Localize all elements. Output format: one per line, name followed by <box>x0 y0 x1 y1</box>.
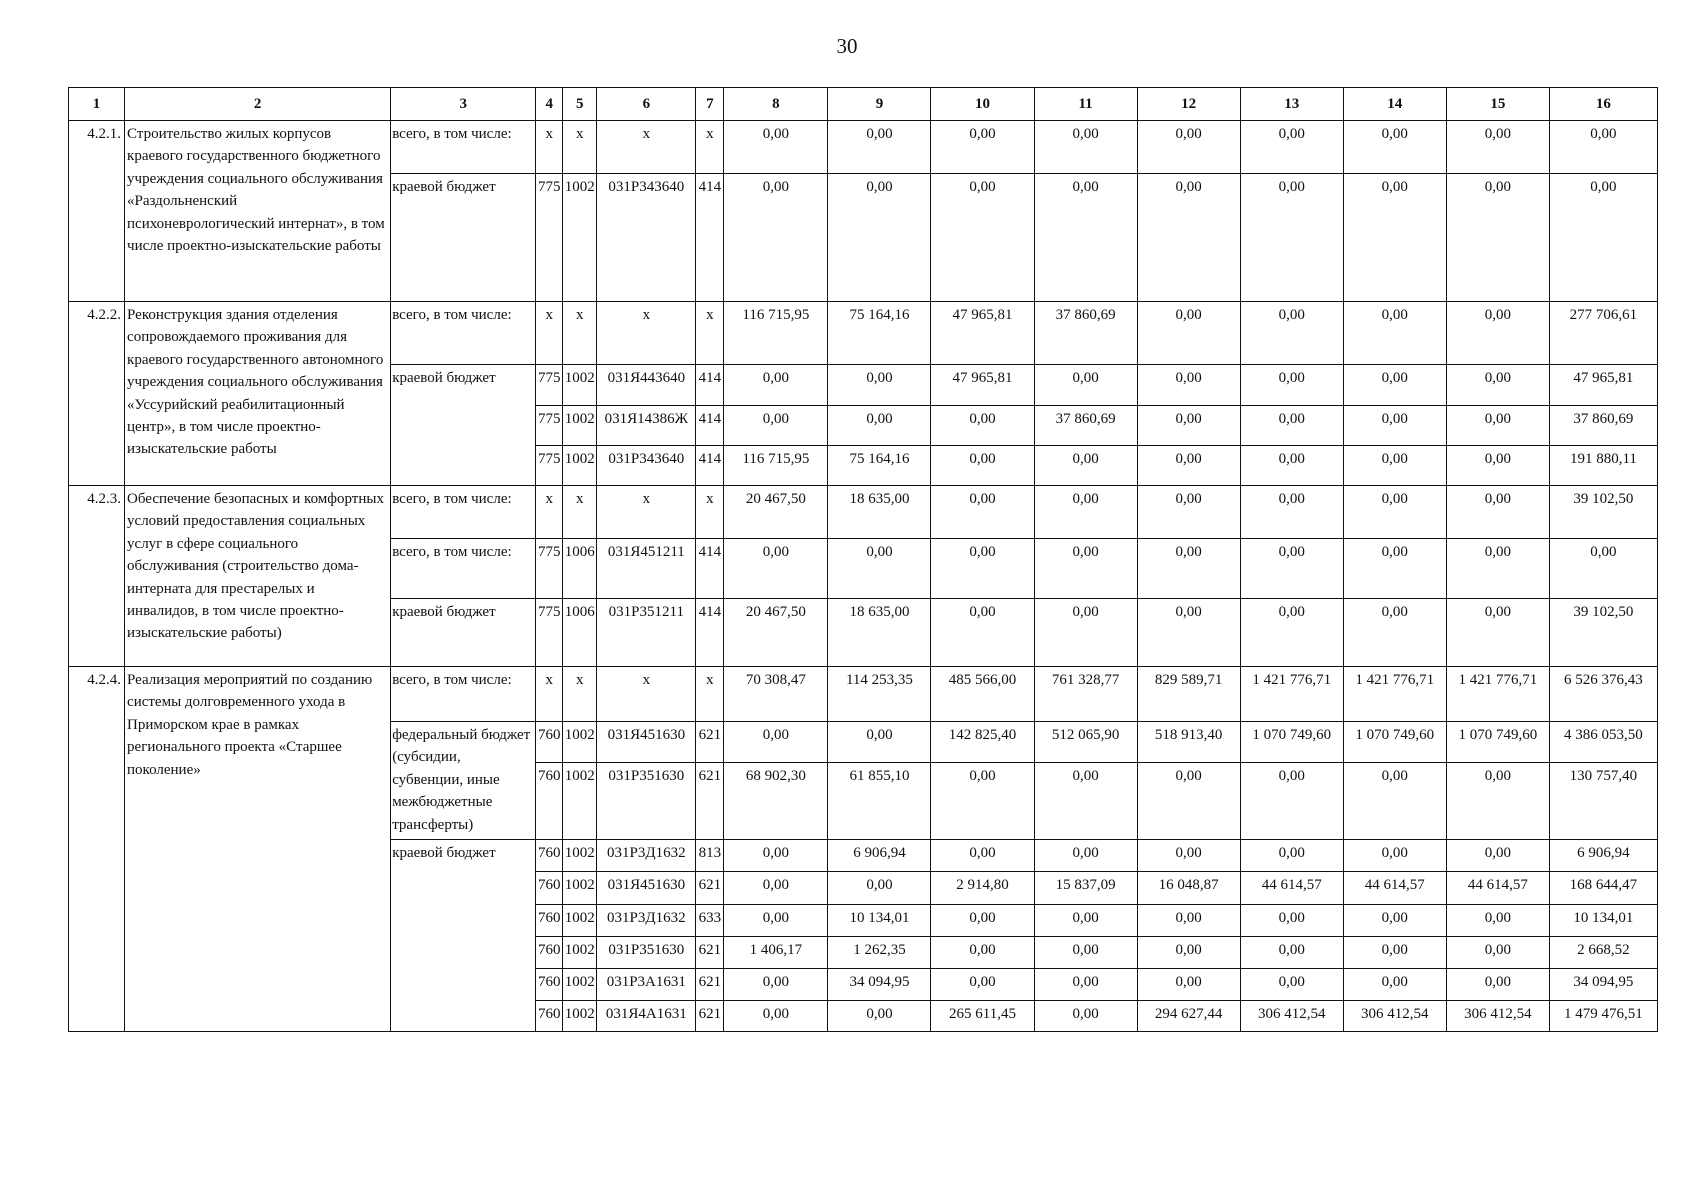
value-cell: 761 328,77 <box>1034 667 1137 722</box>
value-cell: 0,00 <box>1343 302 1446 365</box>
budget-code-c6: 031Р351211 <box>597 599 696 667</box>
value-cell: 0,00 <box>1034 1001 1137 1032</box>
total-value-cell: 37 860,69 <box>1549 406 1657 446</box>
funding-source: краевой бюджет <box>391 174 536 302</box>
value-cell: 0,00 <box>828 121 931 174</box>
budget-code-c7: х <box>696 667 724 722</box>
budget-code-c4: 760 <box>536 1001 563 1032</box>
value-cell: 0,00 <box>1343 121 1446 174</box>
value-cell: 2 914,80 <box>931 872 1034 905</box>
total-value-cell: 4 386 053,50 <box>1549 722 1657 763</box>
value-cell: 0,00 <box>1137 446 1240 486</box>
value-cell: 0,00 <box>1034 937 1137 969</box>
value-cell: 0,00 <box>1343 840 1446 872</box>
budget-code-c5: 1002 <box>563 969 597 1001</box>
budget-code-c6: х <box>597 486 696 539</box>
total-value-cell: 10 134,01 <box>1549 905 1657 937</box>
budget-code-c4: 775 <box>536 365 563 406</box>
budget-code-c5: 1002 <box>563 840 597 872</box>
budget-code-c4: 760 <box>536 937 563 969</box>
value-cell: 1 070 749,60 <box>1240 722 1343 763</box>
value-cell: 0,00 <box>1034 174 1137 302</box>
page-number: 30 <box>836 34 858 58</box>
value-cell: 265 611,45 <box>931 1001 1034 1032</box>
value-cell: 75 164,16 <box>828 446 931 486</box>
value-cell: 0,00 <box>1137 599 1240 667</box>
budget-code-c4: х <box>536 667 563 722</box>
value-cell: 0,00 <box>828 872 931 905</box>
budget-code-c6: х <box>597 667 696 722</box>
value-cell: 0,00 <box>828 539 931 599</box>
value-cell: 0,00 <box>828 722 931 763</box>
value-cell: 20 467,50 <box>724 599 828 667</box>
value-cell: 0,00 <box>1446 905 1549 937</box>
value-cell: 0,00 <box>1446 302 1549 365</box>
column-header-7: 7 <box>696 88 724 121</box>
total-value-cell: 34 094,95 <box>1549 969 1657 1001</box>
value-cell: 68 902,30 <box>724 763 828 840</box>
value-cell: 75 164,16 <box>828 302 931 365</box>
budget-code-c4: 775 <box>536 406 563 446</box>
budget-code-c7: 621 <box>696 1001 724 1032</box>
budget-code-c5: 1002 <box>563 937 597 969</box>
funding-source: федеральный бюджет (субсидии, субвенции, иные межбюджетные трансферты) <box>391 722 536 840</box>
column-header-16: 16 <box>1549 88 1657 121</box>
column-header-2: 2 <box>125 88 391 121</box>
value-cell: 306 412,54 <box>1446 1001 1549 1032</box>
value-cell: 16 048,87 <box>1137 872 1240 905</box>
budget-code-c4: 760 <box>536 840 563 872</box>
budget-code-c4: 760 <box>536 969 563 1001</box>
value-cell: 0,00 <box>1034 539 1137 599</box>
value-cell: 0,00 <box>1137 539 1240 599</box>
value-cell: 0,00 <box>1137 905 1240 937</box>
budget-code-c6: х <box>597 121 696 174</box>
total-value-cell: 130 757,40 <box>1549 763 1657 840</box>
value-cell: 0,00 <box>1343 365 1446 406</box>
value-cell: 116 715,95 <box>724 446 828 486</box>
value-cell: 0,00 <box>1343 406 1446 446</box>
total-value-cell: 0,00 <box>1549 174 1657 302</box>
value-cell: 0,00 <box>1240 486 1343 539</box>
value-cell: 0,00 <box>1446 539 1549 599</box>
value-cell: 0,00 <box>931 763 1034 840</box>
column-header-10: 10 <box>931 88 1034 121</box>
budget-code-c4: х <box>536 302 563 365</box>
budget-code-c7: 633 <box>696 905 724 937</box>
value-cell: 37 860,69 <box>1034 406 1137 446</box>
value-cell: 0,00 <box>931 446 1034 486</box>
budget-code-c6: 031Р351630 <box>597 763 696 840</box>
budget-code-c6: 031Я451630 <box>597 872 696 905</box>
total-value-cell: 1 479 476,51 <box>1549 1001 1657 1032</box>
value-cell: 0,00 <box>724 840 828 872</box>
funding-source: краевой бюджет <box>391 840 536 1032</box>
value-cell: 1 070 749,60 <box>1343 722 1446 763</box>
value-cell: 0,00 <box>1137 840 1240 872</box>
value-cell: 0,00 <box>1343 539 1446 599</box>
value-cell: 0,00 <box>931 406 1034 446</box>
budget-code-c7: 414 <box>696 599 724 667</box>
column-header-8: 8 <box>724 88 828 121</box>
value-cell: 0,00 <box>1343 599 1446 667</box>
value-cell: 0,00 <box>1446 486 1549 539</box>
value-cell: 6 906,94 <box>828 840 931 872</box>
value-cell: 0,00 <box>1446 599 1549 667</box>
budget-code-c7: 414 <box>696 446 724 486</box>
column-header-15: 15 <box>1446 88 1549 121</box>
value-cell: 0,00 <box>1034 763 1137 840</box>
value-cell: 0,00 <box>1240 905 1343 937</box>
value-cell: 0,00 <box>1446 763 1549 840</box>
value-cell: 0,00 <box>931 599 1034 667</box>
budget-code-c7: х <box>696 121 724 174</box>
budget-code-c5: х <box>563 667 597 722</box>
value-cell: 0,00 <box>1343 174 1446 302</box>
value-cell: 116 715,95 <box>724 302 828 365</box>
value-cell: 10 134,01 <box>828 905 931 937</box>
budget-code-c7: 414 <box>696 539 724 599</box>
value-cell: 34 094,95 <box>828 969 931 1001</box>
total-value-cell: 39 102,50 <box>1549 599 1657 667</box>
item-number: 4.2.1. <box>69 121 125 302</box>
value-cell: 20 467,50 <box>724 486 828 539</box>
value-cell: 0,00 <box>1240 174 1343 302</box>
value-cell: 0,00 <box>724 174 828 302</box>
value-cell: 0,00 <box>1343 937 1446 969</box>
budget-code-c5: х <box>563 486 597 539</box>
value-cell: 0,00 <box>1446 446 1549 486</box>
item-name: Обеспечение безопасных и комфортных условий предоставления социальных услуг в сфере социального обслуживания (строительство дома-интерната для престарелых и инвалидов, в том числе проектно-изыскательские работы) <box>125 486 391 667</box>
value-cell: 0,00 <box>724 872 828 905</box>
value-cell: 0,00 <box>931 969 1034 1001</box>
budget-code-c7: х <box>696 302 724 365</box>
total-value-cell: 2 668,52 <box>1549 937 1657 969</box>
value-cell: 44 614,57 <box>1343 872 1446 905</box>
budget-code-c4: 760 <box>536 872 563 905</box>
value-cell: 0,00 <box>724 365 828 406</box>
value-cell: 44 614,57 <box>1240 872 1343 905</box>
value-cell: 37 860,69 <box>1034 302 1137 365</box>
value-cell: 0,00 <box>1034 121 1137 174</box>
budget-code-c7: 813 <box>696 840 724 872</box>
value-cell: 0,00 <box>1446 121 1549 174</box>
budget-code-c4: 775 <box>536 599 563 667</box>
budget-code-c6: 031Р3А1631 <box>597 969 696 1001</box>
value-cell: 0,00 <box>1343 763 1446 840</box>
budget-code-c5: 1002 <box>563 1001 597 1032</box>
value-cell: 0,00 <box>1446 365 1549 406</box>
budget-code-c6: 031Р351630 <box>597 937 696 969</box>
column-header-12: 12 <box>1137 88 1240 121</box>
value-cell: 306 412,54 <box>1240 1001 1343 1032</box>
value-cell: 0,00 <box>1240 302 1343 365</box>
budget-code-c5: 1002 <box>563 406 597 446</box>
budget-code-c6: 031Р3Д1632 <box>597 840 696 872</box>
value-cell: 0,00 <box>1137 969 1240 1001</box>
funding-source: всего, в том числе: <box>391 667 536 722</box>
budget-code-c5: 1002 <box>563 905 597 937</box>
value-cell: 0,00 <box>1034 599 1137 667</box>
table-row <box>69 302 1658 365</box>
item-number: 4.2.3. <box>69 486 125 667</box>
value-cell: 0,00 <box>724 722 828 763</box>
value-cell: 0,00 <box>1240 599 1343 667</box>
total-value-cell: 0,00 <box>1549 539 1657 599</box>
total-value-cell: 0,00 <box>1549 121 1657 174</box>
value-cell: 0,00 <box>1240 539 1343 599</box>
budget-code-c4: 760 <box>536 905 563 937</box>
budget-code-c7: 621 <box>696 763 724 840</box>
item-name: Реконструкция здания отделения сопровождаемого проживания для краевого государственного автономного учреждения социального обслуживания «Уссурийский реабилитационный центр», в том числе проектно-изыскательские работы <box>125 302 391 486</box>
value-cell: 0,00 <box>1446 840 1549 872</box>
budget-code-c5: 1002 <box>563 446 597 486</box>
budget-code-c5: 1002 <box>563 763 597 840</box>
value-cell: 0,00 <box>931 121 1034 174</box>
value-cell: 0,00 <box>1137 406 1240 446</box>
value-cell: 47 965,81 <box>931 302 1034 365</box>
funding-source: краевой бюджет <box>391 365 536 486</box>
value-cell: 0,00 <box>1137 174 1240 302</box>
budget-code-c6: 031Я4А1631 <box>597 1001 696 1032</box>
value-cell: 0,00 <box>931 486 1034 539</box>
value-cell: 70 308,47 <box>724 667 828 722</box>
budget-code-c6: 031Я14386Ж <box>597 406 696 446</box>
budget-code-c7: 621 <box>696 969 724 1001</box>
budget-code-c4: 775 <box>536 174 563 302</box>
value-cell: 18 635,00 <box>828 599 931 667</box>
column-header-5: 5 <box>563 88 597 121</box>
funding-source: всего, в том числе: <box>391 302 536 365</box>
value-cell: 0,00 <box>1034 905 1137 937</box>
table-row <box>69 121 1658 174</box>
value-cell: 0,00 <box>1343 905 1446 937</box>
funding-source: всего, в том числе: <box>391 539 536 599</box>
budget-code-c7: 621 <box>696 872 724 905</box>
value-cell: 1 421 776,71 <box>1343 667 1446 722</box>
value-cell: 306 412,54 <box>1343 1001 1446 1032</box>
budget-code-c5: 1002 <box>563 174 597 302</box>
budget-code-c4: 760 <box>536 722 563 763</box>
value-cell: 114 253,35 <box>828 667 931 722</box>
value-cell: 512 065,90 <box>1034 722 1137 763</box>
value-cell: 518 913,40 <box>1137 722 1240 763</box>
funding-source: всего, в том числе: <box>391 121 536 174</box>
budget-code-c4: х <box>536 121 563 174</box>
budget-code-c4: 775 <box>536 539 563 599</box>
value-cell: 0,00 <box>931 840 1034 872</box>
column-header-14: 14 <box>1343 88 1446 121</box>
value-cell: 0,00 <box>1240 763 1343 840</box>
item-number: 4.2.2. <box>69 302 125 486</box>
budget-code-c7: 621 <box>696 937 724 969</box>
value-cell: 0,00 <box>828 174 931 302</box>
value-cell: 1 406,17 <box>724 937 828 969</box>
value-cell: 142 825,40 <box>931 722 1034 763</box>
budget-code-c5: 1002 <box>563 365 597 406</box>
value-cell: 1 262,35 <box>828 937 931 969</box>
header-row <box>69 88 1658 121</box>
budget-code-c6: 031Я451211 <box>597 539 696 599</box>
budget-code-c5: 1002 <box>563 872 597 905</box>
value-cell: 0,00 <box>1446 937 1549 969</box>
table-row <box>69 667 1658 722</box>
value-cell: 0,00 <box>1446 174 1549 302</box>
value-cell: 0,00 <box>1034 969 1137 1001</box>
budget-table <box>68 87 1658 1032</box>
value-cell: 0,00 <box>724 969 828 1001</box>
total-value-cell: 6 906,94 <box>1549 840 1657 872</box>
value-cell: 47 965,81 <box>931 365 1034 406</box>
value-cell: 0,00 <box>1240 937 1343 969</box>
value-cell: 0,00 <box>1343 446 1446 486</box>
value-cell: 0,00 <box>1240 446 1343 486</box>
budget-code-c6: 031Я443640 <box>597 365 696 406</box>
value-cell: 0,00 <box>1240 840 1343 872</box>
total-value-cell: 191 880,11 <box>1549 446 1657 486</box>
budget-code-c5: 1006 <box>563 599 597 667</box>
value-cell: 0,00 <box>724 905 828 937</box>
total-value-cell: 47 965,81 <box>1549 365 1657 406</box>
column-header-6: 6 <box>597 88 696 121</box>
budget-code-c7: 414 <box>696 174 724 302</box>
value-cell: 0,00 <box>931 539 1034 599</box>
value-cell: 61 855,10 <box>828 763 931 840</box>
total-value-cell: 168 644,47 <box>1549 872 1657 905</box>
value-cell: 0,00 <box>1034 446 1137 486</box>
value-cell: 0,00 <box>1240 365 1343 406</box>
budget-code-c4: 760 <box>536 763 563 840</box>
value-cell: 1 070 749,60 <box>1446 722 1549 763</box>
value-cell: 0,00 <box>724 539 828 599</box>
value-cell: 485 566,00 <box>931 667 1034 722</box>
budget-code-c6: х <box>597 302 696 365</box>
total-value-cell: 6 526 376,43 <box>1549 667 1657 722</box>
value-cell: 829 589,71 <box>1137 667 1240 722</box>
value-cell: 0,00 <box>1446 406 1549 446</box>
table-row <box>69 486 1658 539</box>
value-cell: 18 635,00 <box>828 486 931 539</box>
value-cell: 1 421 776,71 <box>1240 667 1343 722</box>
value-cell: 0,00 <box>1446 969 1549 1001</box>
column-header-4: 4 <box>536 88 563 121</box>
item-name: Реализация мероприятий по созданию системы долговременного ухода в Приморском крае в рамках регионального проекта «Старшее поколение» <box>125 667 391 1032</box>
item-number: 4.2.4. <box>69 667 125 1032</box>
value-cell: 0,00 <box>1137 486 1240 539</box>
item-name: Строительство жилых корпусов краевого государственного бюджетного учреждения социального обслуживания «Раздольненский психоневрологический интернат», в том числе проектно-изыскательские работы <box>125 121 391 302</box>
value-cell: 0,00 <box>1343 969 1446 1001</box>
total-value-cell: 277 706,61 <box>1549 302 1657 365</box>
value-cell: 0,00 <box>1343 486 1446 539</box>
value-cell: 0,00 <box>931 174 1034 302</box>
value-cell: 0,00 <box>1137 121 1240 174</box>
column-header-1: 1 <box>69 88 125 121</box>
budget-code-c6: 031Р343640 <box>597 174 696 302</box>
value-cell: 0,00 <box>724 121 828 174</box>
value-cell: 0,00 <box>828 1001 931 1032</box>
value-cell: 0,00 <box>724 1001 828 1032</box>
value-cell: 0,00 <box>1240 121 1343 174</box>
value-cell: 0,00 <box>1240 406 1343 446</box>
value-cell: 0,00 <box>1137 763 1240 840</box>
value-cell: 1 421 776,71 <box>1446 667 1549 722</box>
value-cell: 0,00 <box>1034 365 1137 406</box>
budget-code-c7: 414 <box>696 365 724 406</box>
funding-source: краевой бюджет <box>391 599 536 667</box>
value-cell: 0,00 <box>724 406 828 446</box>
budget-code-c7: х <box>696 486 724 539</box>
budget-code-c7: 414 <box>696 406 724 446</box>
budget-code-c5: х <box>563 302 597 365</box>
total-value-cell: 39 102,50 <box>1549 486 1657 539</box>
value-cell: 0,00 <box>1137 302 1240 365</box>
column-header-11: 11 <box>1034 88 1137 121</box>
value-cell: 44 614,57 <box>1446 872 1549 905</box>
value-cell: 15 837,09 <box>1034 872 1137 905</box>
budget-code-c6: 031Я451630 <box>597 722 696 763</box>
budget-code-c7: 621 <box>696 722 724 763</box>
value-cell: 0,00 <box>828 365 931 406</box>
value-cell: 0,00 <box>1137 937 1240 969</box>
value-cell: 0,00 <box>1137 365 1240 406</box>
column-header-9: 9 <box>828 88 931 121</box>
budget-code-c6: 031Р343640 <box>597 446 696 486</box>
value-cell: 0,00 <box>828 406 931 446</box>
budget-code-c5: х <box>563 121 597 174</box>
column-header-13: 13 <box>1240 88 1343 121</box>
budget-code-c6: 031Р3Д1632 <box>597 905 696 937</box>
value-cell: 0,00 <box>931 905 1034 937</box>
value-cell: 294 627,44 <box>1137 1001 1240 1032</box>
budget-code-c4: х <box>536 486 563 539</box>
column-header-3: 3 <box>391 88 536 121</box>
budget-code-c5: 1002 <box>563 722 597 763</box>
budget-code-c4: 775 <box>536 446 563 486</box>
value-cell: 0,00 <box>931 937 1034 969</box>
value-cell: 0,00 <box>1034 486 1137 539</box>
value-cell: 0,00 <box>1240 969 1343 1001</box>
budget-code-c5: 1006 <box>563 539 597 599</box>
funding-source: всего, в том числе: <box>391 486 536 539</box>
value-cell: 0,00 <box>1034 840 1137 872</box>
